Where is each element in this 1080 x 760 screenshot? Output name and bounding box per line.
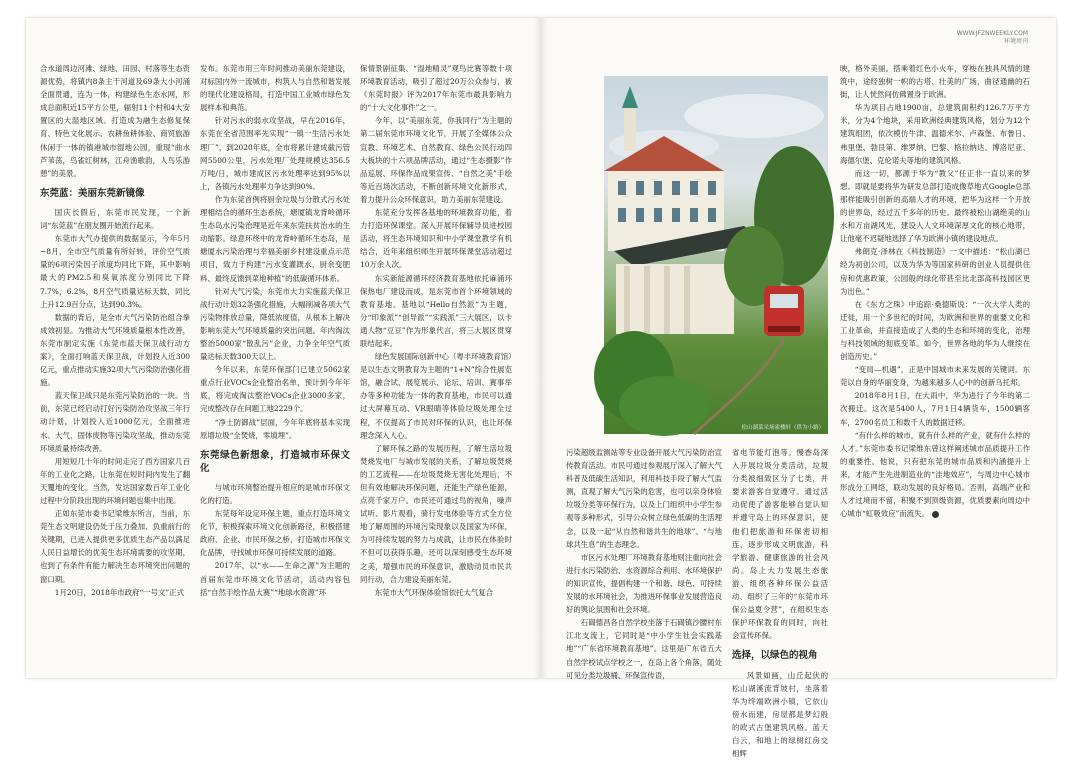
paragraph: 了解环保之路的发展历程，了解生活垃圾焚烧发电厂与城市发展的关系，了解垃圾焚烧的工艺流程——在垃圾焚烧无害化处理后，不但有效地解决环保问题，还能生产绿色能源，点亮千家万户。市民还可通过鸟的视角，噪声试听、影片观看，骑行发电体验等方式全方位地了解周围的环境污染现象以及国家为环保，为可持续发展的努力与成就，让市民在体验时不但可以获得乐趣，还可以深刻感受生态环境之美，增强市民的环保意识，激励动员市民共同行动，合力建设美丽东莞。 <box>360 442 512 586</box>
paragraph: 用短短几十年的时间走完了西方国家几百年的工业化之路，让东莞在短时间内发生了翻天覆地的变化。当然，发达国家数百年工业化过程中分阶段出现的环境问题也集中出现。 <box>40 455 190 507</box>
paragraph: 东莞市大气办提供的数据显示，今年5月~8月，全市空气质量有所好转，评价空气质量的6项污染因子浓度均同比下降，其中影响最大的PM2.5和臭氧浓度分别同比下降7.7%，6.2%，8月空气质量达标天数，同比上升12.9百分点，达到90.3%。 <box>40 232 190 311</box>
paragraph: “净土防御战”层面，今年年底将基本实现原增垃圾“全焚烧，零填埋”。 <box>200 416 350 442</box>
paragraph: 数据的背后，是全市大气污染防治组合拳成效初显。为推动大气环境质量根本性改善，东莞市制定实施《东莞市蓝天保卫战行动方案》，全面打响蓝天保卫战，计划投入近300亿元，重点推动实施32项大气污染防治强化措施。 <box>40 311 190 390</box>
right-column-1 <box>566 446 722 670</box>
paragraph: 而这一切，都源于华为“教父”任正非一直以来的梦想。即就是要将华为研发总部打造成像草地式Google总部那样能吸引创新的高端人才的环境，把华为这样一个开放的世界岛，经过五千多年的历史。最终被松山湖绝美的山水和万亩湖风光，建设入人文环境深厚文化的核心地带，让他毫不迟疑地选择了华为欧洲小镇的建设地点。 <box>840 167 1030 246</box>
end-mark-icon <box>932 511 939 518</box>
paragraph: 正如东莞市委书记梁维东所言，当前，东莞生态文明建设仍处于压力叠加、负重前行的关键期，已进入提供更多优质生态产品以满足人民日益增长的优美生态环境需要的攻坚期，也到了有条件有能力解决生态环境突出问题的窗口期。 <box>40 507 190 586</box>
page-header <box>957 30 1028 46</box>
paragraph: 蓝天保卫战只是东莞污染防治的一块。当前，东莞已经启动打好污染防治攻坚战三年行动计划，计划投入近1000亿元，全面推进水、大气、固体废物等污染攻坚战，推动东莞环境质量持续改善。 <box>40 389 190 454</box>
section-heading: 东莞蓝：美丽东莞新镜像 <box>40 187 190 200</box>
paragraph: “有什么样的城市，就有什么样的产业，就有什么样的人才。”东莞市委书记梁维东曾这样阐述城市品质提升工作的重要性。他说，只有把东莞的城市品质和内涵提升上来，才能产生先进制造业的“洼地效应”，与周边中心城市形成分工网络，联动发展的良好格局。否则，高端产业和人才过境而不留，积聚不到顶级资源，优质要素向周边中心城市“虹吸效应”而流失。 <box>840 429 1030 521</box>
photo-illustration <box>604 76 828 434</box>
paragraph: 合水道周边河滩、绿地、田园、村落等生态资源优势，将镇内8条主干河道及69条大小河涌全面贯通，连为一体，构建绿色生态水网，形成总面积近15平方公里，辐射11个村和4大安置区的大湿地区域。打造成为融生态修复保育、特色文化展示、农耕鱼耕体验、商贸旅游休闲于一体的镇港城市湿地公园，重现“曲水芦苇荡，鸟雀红树林，江舟渔歌韵，人鸟乐游憩”的美景。 <box>40 62 190 180</box>
paragraph: 针对大气污染，东莞市大力实施蓝天保卫战行动计划32条强化措施，大幅削减各项大气污染物排放总量，降低浓度值，从根本上解决影响东莞大气环境质量的突出问题。年内淘汰整治5000家“散乱污”企业，力争全年空气质量达标天数300天以上。 <box>200 285 350 364</box>
right-column-2 <box>732 446 828 670</box>
paragraph: 东实新能源循环经济教育基地依托麻涌环保热电厂建设而成，是东莞市首个环境领域的教育基地。基地以“Hello自然派”为主题，分“印象派”“创导派”“实践派”三大展区，以卡通人物“豆豆”作为形象代言，将三大展区贯穿联结起来。 <box>360 272 512 351</box>
paragraph: 弗朗克·泽林在《科技制造》一文中描述：“松山湖已经为初创公司，以及为华为等国家科研的创业人员提供住房和优惠政策，公园般的绿化带甚至比北部高科技园区更为出色。” <box>840 245 1030 297</box>
magazine-spread <box>26 18 1056 678</box>
left-column-3 <box>360 62 512 670</box>
paragraph: 污染超级监测站等专业设备开展大气污染防治宣传教育活动。市民可通过参观展厅深入了解大气科普及低碳生活知识，利用科技手段了解大气监测，直观了解大气污染的危害，也可以亲身体验垃圾分类等环保行为，以及上门组织中小学生参观等多种形式，引导公众树立绿色低碳的生活理念，以及一起“从自然和谐共生的地球”、“与地球共生息”的生态理念。 <box>566 446 722 551</box>
paragraph: 东莞市大气环保体验馆依托大气复合 <box>360 586 512 599</box>
header-site: WWW.JFZNWEEKLY.COM <box>957 30 1028 38</box>
paragraph: 作为东莞首例将厨余垃圾与分散式污水处理相结合的循环生态系统，塘厦镇龙背岭循环生态岛水污染治理是近年来东莞扶贫治水的生动缩影。绿意环绕中的龙背岭循环生态岛，是塘厦水污染治理与幸福美丽乡村建设重点示范项目，致力于构建“污水变灌溉水、厨余变肥料、最终反馈到菜地种植”的低碳循环体系。 <box>200 193 350 285</box>
left-column-2 <box>200 62 350 670</box>
paragraph: 针对污水的弱水攻坚战，早在2016年，东莞在全省范围率先实现“一镇一生活污水处理厂”，到2020年底，全市将累计建成截污管网5500公里，污水处理厂处理规模达356.5万吨/日，城市建成区污水处理率达到95%以上，各镇污水处理率力争达到90%。 <box>200 114 350 193</box>
paragraph: 市区污水处理厂环境教育基地则注重向社会进行水污染防治、水资源综合利用、水环境保护的知识宣传，提倡构建一个和谐、绿色、可持续发展的水环境社会，为推进环保事业发展营造良好的舆论氛围和社会环境。 <box>566 551 722 616</box>
paragraph: 发布。东莞市用三年时间推动美丽东莞建设，对标国内外一流城市，构筑人与自然和谐发展的现代化建设格局，打造中国工业城市绿色发展样本和典范。 <box>200 62 350 114</box>
paragraph: 在《东方之珠》中追踪·桑德斯说：“一次大学人类的迁徙，用一个多世纪的时间，为欧洲和世界的重要文化和工业革命，并直接造成了人类的生态和环境的变化，治理与科技领域的彻底变革。如今，世界各地的华为人继续在创造历史。” <box>840 298 1030 363</box>
paragraph: 绿色发展国际创新中心（粤丰环境教育馆）是以生态文明教育为主题的“1+N”综合性展览馆，融合试、展览展示、论坛、培训、赛事举办等多种功能为一体的教育基地，市民可以通过大屏幕互动、VR眼睛等体验垃圾处理全过程，不仅提高了市民对环保的认识，也让环保理念深入人心。 <box>360 350 512 442</box>
section-heading: 选择，以绿色的视角 <box>732 649 828 662</box>
paragraph: 华为项目占地1900亩，总建筑面积约126.7万平方米，分为4个地块，采用欧洲经典建筑风格，划分为12个建筑组团，依次模仿牛津、温德米尔、卢森堡、布鲁日、弗里堡、勃艮第、维罗纳、巴黎、格拉纳达、博洛尼亚、海德尔堡、克伦诺夫等地的建筑风格。 <box>840 101 1030 166</box>
paragraph: 映，格外美丽。搭乘着红色小火车，穿梭在独具风情的建筑中，途经独树一帜的古塔、壮美的广场，曲径通幽的石街，让人恍然间仿佛置身于欧洲。 <box>840 62 1030 101</box>
section-heading: 东莞绿色新想象，打造城市环保文化 <box>200 449 350 475</box>
paragraph: 2018年8月1日，在大雨中，华为进行了今年的第二次搬迁。这次是5400人，7月1日4辆货车，1500辆客车，2700名员工和数千人的数据迁移。 <box>840 389 1030 428</box>
paragraph: 与城市环境整治提升相应的是城市环保文化的打造。 <box>200 481 350 507</box>
left-column-1 <box>40 62 190 670</box>
photo-caption: 松山湖菜采场雀楼轩（供为小路） <box>741 423 824 431</box>
page-fold <box>534 18 548 678</box>
paragraph: 东莞每年设定环保主题，重点打造环境文化节，积极探索环境文化创新路径，积极搭建政府、企业、市民环保之桥，打造城市环保文化品牌，寻找城市环保可持续发展的道路。 <box>200 507 350 559</box>
right-column-3 <box>840 62 1030 670</box>
paragraph: 保情景剧征集、“湿地精灵”观鸟比赛等数十项环境教育活动，吸引了超过20万公众参与，被《东莞时报》评为2017年东莞市最具影响力的“十大文化事件”之一。 <box>360 62 512 114</box>
paragraph: 今年，以“美丽东莞，你我同行”为主题的第二届东莞市环境文化节，开展了全媒体公众宣教、环境艺术、自然教育、绿色公民行动四大板块的十六项品牌活动，通过“生态摄影”作品巡展、环保作品成果宣传、“自然之美”手绘等近百场次活动，不断创新环境文化新形式，着力提升公众环保意识，助力美丽东莞建设。 <box>360 114 512 206</box>
paragraph: 风景如画，山丘起伏的松山湖溪流背坡村，坐落着华为终端欧洲小镇，它依山傍水而建，房屋都是梦幻般的欧式古堡建筑风格。蓝天白云，和地上的绿树红房交相辉 <box>732 669 828 760</box>
paragraph: “变局—机遇”，正是中国城市未来发展的关键词。东莞以自身的华丽变身，为越来越多人心中的创新乌托邦。 <box>840 363 1030 389</box>
paragraph: 今年以来，东莞环保部门已建立5062家重点行业VOCs企业整治名单，预计到今年年底，将完成淘汰整治VOCs企业3000多家，完成整改存在问题工地2229个。 <box>200 363 350 415</box>
town-train-photo <box>604 76 828 434</box>
paragraph: 东莞充分发挥各基地的环境教育功能，着力打造环保课堂。深入开展环保辅导员进校园活动，将生态环境知识和中小学课堂教学有机结合，近年来组织师生开展环保课堂活动超过10万余人次。 <box>360 206 512 271</box>
header-section: 环境周刊 <box>957 38 1028 46</box>
paragraph: 省电节能灯泡等。慢香岛深入开展垃圾分类活动，垃圾分类被细致区分了七类，并要求游客自觉遵守。通过活动促使了游客能够自觉认知并遵守岛上的环保意识，使他们把旅游和环保密切相连，逐步形成文明旅游，科学旅游、健康旅游的社会风尚。岛上大力发展生态旅游、组织各种环保公益活动、组织了三年的“东莞市环保公益夏令营”，在组织生态保护环保教育的同时，向社会宣传环保。 <box>732 446 828 642</box>
paragraph: 1月20日，2018年市政府“一号文”正式 <box>40 586 190 599</box>
paragraph: 2017年，以“水——生命之源”为主题的首届东莞市环境文化节活动，活动内容包括“自然手绘作品大赛”“地球水资源”环 <box>200 559 350 598</box>
paragraph: 国庆长假后，东莞市民发现，一个新词“东莞蓝”在朋友圈开始流行起来。 <box>40 206 190 232</box>
paragraph: 石碣德昌各自然学校坐落于石碣镇沙腰村东江北支流上，它同时是“中小学生社会实践基地”“广东省环境教育基地”。这里是广东省五大自然学校试点学校之一，在岛上各个角落，随处可见分类垃圾桶、环保宣传语， <box>566 616 722 681</box>
